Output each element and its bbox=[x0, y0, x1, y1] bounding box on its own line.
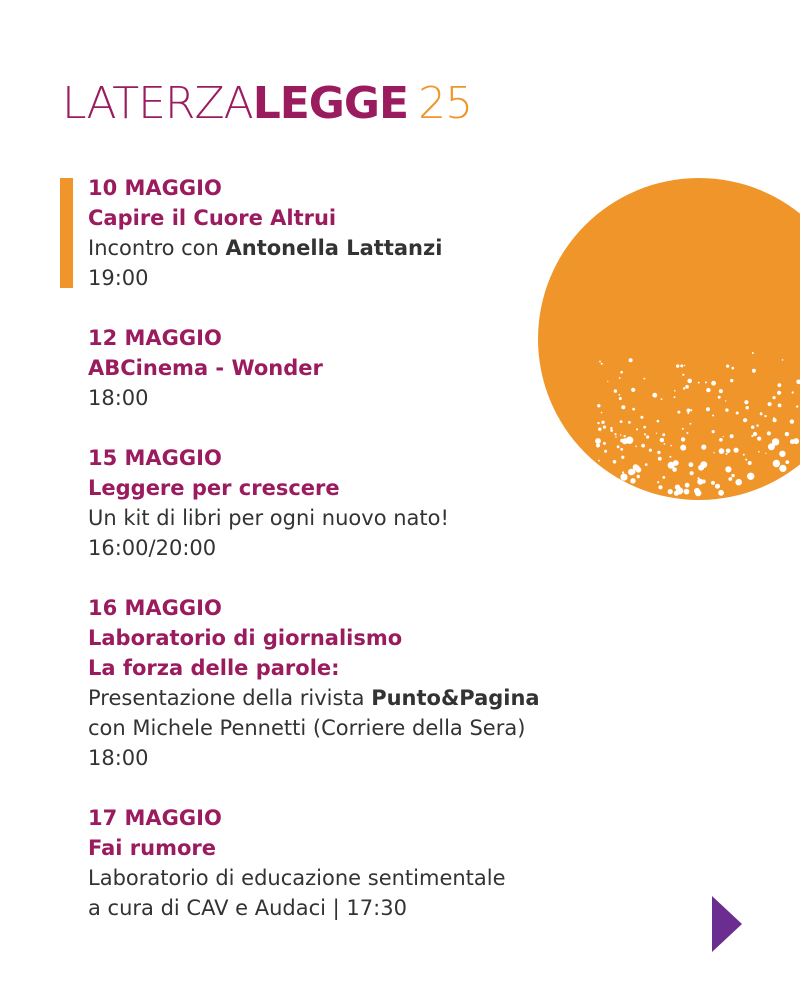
speckle-dot bbox=[656, 433, 657, 434]
speckle-dot bbox=[601, 363, 603, 365]
speckle-dot bbox=[719, 448, 725, 454]
speckle-dot bbox=[620, 439, 624, 443]
speckle-dot bbox=[772, 438, 779, 445]
orange-circle bbox=[538, 178, 800, 500]
speckle-dot bbox=[743, 454, 745, 456]
speckle-dot bbox=[676, 364, 679, 367]
speckle-dot bbox=[603, 426, 606, 429]
title-part-laterza: LATERZA bbox=[62, 78, 253, 129]
speckle-dot bbox=[773, 460, 780, 467]
next-arrow-icon bbox=[712, 896, 742, 952]
accent-bar bbox=[60, 178, 73, 288]
event-description-text: Un kit di libri per ogni nuovo nato! bbox=[88, 506, 449, 530]
event-time: 19:00 bbox=[88, 266, 149, 290]
speckle-dot bbox=[677, 411, 680, 414]
event-description-text: Incontro con bbox=[88, 236, 226, 260]
speckle-dot bbox=[664, 443, 666, 445]
speckle-dot bbox=[748, 461, 752, 465]
speckle-dot bbox=[636, 428, 638, 430]
event-description bbox=[88, 503, 648, 533]
speckle-dot bbox=[732, 367, 735, 370]
title-part-legge: LEGGE bbox=[252, 78, 409, 129]
speckle-dot bbox=[619, 394, 621, 396]
speckle-dot bbox=[778, 383, 782, 387]
next-page-button[interactable] bbox=[712, 896, 742, 952]
speckle-dot bbox=[674, 396, 676, 398]
speckle-dot bbox=[645, 463, 648, 466]
speckle-dot bbox=[685, 483, 690, 488]
speckle-dot bbox=[643, 426, 646, 429]
speckle-dot bbox=[649, 449, 652, 452]
speckle-dot bbox=[615, 436, 617, 438]
event-description-highlight: Punto&Pagina bbox=[371, 686, 540, 710]
event-description-text: a cura di CAV e Audaci | 17:30 bbox=[88, 896, 407, 920]
speckle-dot bbox=[620, 474, 627, 481]
speckle-dot bbox=[676, 487, 683, 494]
speckle-dot bbox=[657, 451, 660, 454]
speckle-dot bbox=[756, 424, 758, 426]
speckle-dot bbox=[689, 462, 694, 467]
speckle-dot bbox=[711, 481, 715, 485]
speckle-dot bbox=[684, 489, 690, 495]
speckle-dot bbox=[632, 408, 635, 411]
speckle-dot bbox=[718, 490, 724, 496]
event-description-text: con Michele Pennetti (Corriere della Sera) bbox=[88, 716, 526, 740]
event-description bbox=[88, 893, 648, 923]
event-item bbox=[88, 593, 648, 773]
event-item bbox=[88, 803, 648, 923]
event-date: 15 MAGGIO bbox=[88, 446, 222, 470]
speckle-dot bbox=[745, 459, 747, 461]
speckle-dot bbox=[779, 465, 786, 472]
speckle-dot bbox=[614, 433, 616, 435]
speckle-dot bbox=[731, 474, 734, 477]
event-date: 12 MAGGIO bbox=[88, 326, 222, 350]
speckle-dot bbox=[697, 477, 699, 479]
speckle-dot bbox=[681, 437, 685, 441]
speckle-dot bbox=[767, 431, 771, 435]
speckle-dot bbox=[687, 409, 691, 413]
speckle-dot bbox=[643, 378, 645, 380]
speckle-dot bbox=[736, 412, 739, 415]
event-date: 17 MAGGIO bbox=[88, 806, 222, 830]
speckle-dot bbox=[629, 358, 633, 362]
speckle-dot bbox=[777, 391, 781, 395]
speckle-dot bbox=[633, 464, 639, 470]
speckle-dot bbox=[698, 382, 700, 384]
speckle-dot bbox=[715, 484, 720, 489]
speckle-dot bbox=[726, 453, 728, 455]
speckle-dot bbox=[595, 438, 601, 444]
speckle-dot bbox=[680, 364, 683, 367]
speckle-dot bbox=[719, 438, 723, 442]
speckle-dot bbox=[734, 448, 739, 453]
speckle-dot bbox=[635, 446, 637, 448]
event-date: 10 MAGGIO bbox=[88, 176, 222, 200]
speckle-dot bbox=[624, 435, 626, 437]
speckle-dot bbox=[735, 479, 742, 486]
speckle-dot bbox=[725, 400, 726, 401]
speckle-dot bbox=[683, 387, 685, 389]
speckle-dot bbox=[758, 451, 760, 453]
speckle-dot bbox=[744, 400, 748, 404]
speckle-dot bbox=[597, 422, 599, 424]
speckle-dot bbox=[725, 408, 728, 411]
speckle-dot bbox=[705, 381, 707, 383]
speckle-dot bbox=[726, 365, 729, 368]
speckle-dot bbox=[657, 481, 659, 483]
speckle-dot bbox=[743, 418, 747, 422]
event-description bbox=[88, 713, 648, 743]
event-time: 18:00 bbox=[88, 386, 149, 410]
speckle-dot bbox=[778, 404, 782, 408]
speckle-dot bbox=[680, 445, 686, 451]
event-description-text: Laboratorio di educazione sentimentale bbox=[88, 866, 506, 890]
speckle-dot bbox=[687, 379, 692, 384]
speckle-dot bbox=[658, 485, 662, 489]
speckle-dot bbox=[752, 369, 756, 373]
speckle-dot bbox=[706, 388, 710, 392]
speckle-dot bbox=[607, 381, 608, 382]
speckle-dot bbox=[641, 444, 645, 448]
speckle-dot bbox=[620, 420, 623, 423]
speckle-dot bbox=[610, 427, 612, 429]
speckle-dot bbox=[746, 406, 749, 409]
speckle-dot bbox=[673, 460, 679, 466]
speckle-dot bbox=[700, 461, 707, 468]
event-time: 16:00/20:00 bbox=[88, 536, 217, 560]
event-time: 18:00 bbox=[88, 746, 149, 770]
event-title: La forza delle parole: bbox=[88, 656, 340, 680]
speckle-dot bbox=[619, 397, 622, 400]
speckle-dot bbox=[660, 438, 664, 442]
speckle-dot bbox=[644, 433, 646, 435]
speckle-dot bbox=[614, 389, 617, 392]
speckle-dot bbox=[773, 396, 776, 399]
speckle-dot bbox=[652, 393, 657, 398]
event-description bbox=[88, 683, 648, 713]
speckle-dot bbox=[597, 404, 600, 407]
speckle-dot bbox=[730, 379, 733, 382]
speckle-dot bbox=[658, 457, 662, 461]
speckle-dot bbox=[790, 419, 794, 423]
speckle-dot bbox=[657, 420, 660, 423]
event-title: Capire il Cuore Altrui bbox=[88, 206, 337, 230]
speckle-dot bbox=[601, 421, 604, 424]
speckle-dot bbox=[694, 488, 700, 494]
speckle-dot bbox=[686, 432, 688, 434]
speckle-dot bbox=[687, 412, 689, 414]
speckle-dot bbox=[646, 435, 649, 438]
speckle-dot bbox=[672, 467, 677, 472]
speckle-dot bbox=[757, 437, 761, 441]
event-title: Fai rumore bbox=[88, 836, 217, 860]
speckle-dot bbox=[640, 416, 643, 419]
speckle-dot bbox=[598, 460, 600, 462]
speckle-dot bbox=[712, 415, 714, 417]
speckle-dot bbox=[790, 439, 795, 444]
speckle-dot bbox=[785, 460, 789, 464]
speckle-dot bbox=[730, 434, 734, 438]
speckle-dot bbox=[631, 388, 635, 392]
speckle-dot bbox=[601, 412, 603, 414]
speckle-dot bbox=[752, 352, 754, 354]
speckle-dot bbox=[603, 442, 606, 445]
speckle-dot bbox=[617, 445, 620, 448]
event-title: ABCinema - Wonder bbox=[88, 356, 323, 380]
speckle-dot bbox=[768, 402, 772, 406]
speckle-dot bbox=[682, 374, 684, 376]
speckle-dot bbox=[690, 409, 692, 411]
speckle-dot bbox=[796, 405, 798, 407]
speckle-dot bbox=[765, 453, 766, 454]
speckle-dot bbox=[718, 396, 721, 399]
speckle-dot bbox=[620, 448, 623, 451]
speckle-dot bbox=[682, 428, 684, 430]
speckle-dot bbox=[621, 456, 624, 459]
speckle-dot bbox=[779, 451, 785, 457]
speckle-dot bbox=[747, 473, 754, 480]
event-description-highlight: Antonella Lattanzi bbox=[225, 236, 443, 260]
speckle-dot bbox=[702, 480, 706, 484]
speckle-dot bbox=[620, 434, 622, 436]
speckle-dot bbox=[637, 475, 640, 478]
speckle-dot bbox=[685, 385, 689, 389]
speckle-dot bbox=[764, 415, 766, 417]
speckle-dot bbox=[620, 371, 623, 374]
speckle-dot bbox=[662, 476, 665, 479]
speckle-dot bbox=[782, 359, 784, 361]
speckle-dot bbox=[630, 478, 635, 483]
speckle-dot bbox=[619, 377, 621, 379]
speckle-dot bbox=[725, 466, 731, 472]
speckle-dot bbox=[711, 381, 716, 386]
speckle-dot bbox=[668, 489, 673, 494]
event-description-text: Presentazione della rivista bbox=[88, 686, 372, 710]
speckle-dot bbox=[723, 436, 724, 437]
speckle-dot bbox=[770, 445, 772, 447]
speckle-dot bbox=[662, 433, 665, 436]
speckle-dot bbox=[598, 428, 601, 431]
speckle-dot bbox=[751, 426, 754, 429]
orange-circle-decoration bbox=[538, 178, 800, 500]
speckle-dot bbox=[621, 405, 625, 409]
speckle-dot bbox=[719, 389, 723, 393]
speckle-dot bbox=[712, 430, 715, 433]
speckle-dot bbox=[773, 418, 777, 422]
speckle-dot bbox=[628, 421, 631, 424]
speckle-dot bbox=[706, 407, 710, 411]
speckle-dot bbox=[792, 391, 794, 393]
title-part-year: 25 bbox=[418, 78, 473, 129]
speckle-dot bbox=[684, 365, 685, 366]
event-title: Leggere per crescere bbox=[88, 476, 340, 500]
speckle-dot bbox=[701, 445, 706, 450]
speckle-dot bbox=[622, 471, 624, 473]
speckle-dot bbox=[753, 432, 757, 436]
speckle-dot bbox=[661, 398, 663, 400]
speckle-dot bbox=[760, 413, 763, 416]
page-title bbox=[62, 78, 472, 130]
event-description bbox=[88, 863, 648, 893]
speckle-dot bbox=[610, 429, 613, 432]
speckle-dot bbox=[728, 477, 732, 481]
speckle-dot bbox=[670, 445, 672, 447]
speckle-dot bbox=[690, 423, 692, 425]
speckle-dot bbox=[604, 450, 607, 453]
event-title: Laboratorio di giornalismo bbox=[88, 626, 403, 650]
speckle-dot bbox=[674, 390, 676, 392]
speckle-dot bbox=[785, 432, 789, 436]
speckle-dot bbox=[726, 449, 731, 454]
event-date: 16 MAGGIO bbox=[88, 596, 222, 620]
speckle-dot bbox=[599, 361, 601, 363]
speckle-dot bbox=[669, 456, 671, 458]
speckle-dot bbox=[713, 452, 714, 453]
speckle-dot bbox=[596, 443, 600, 447]
speckle-dot bbox=[751, 435, 753, 437]
speckle-dot bbox=[690, 471, 694, 475]
orange-circle-graphic bbox=[538, 178, 800, 500]
speckle-dot bbox=[613, 460, 617, 464]
